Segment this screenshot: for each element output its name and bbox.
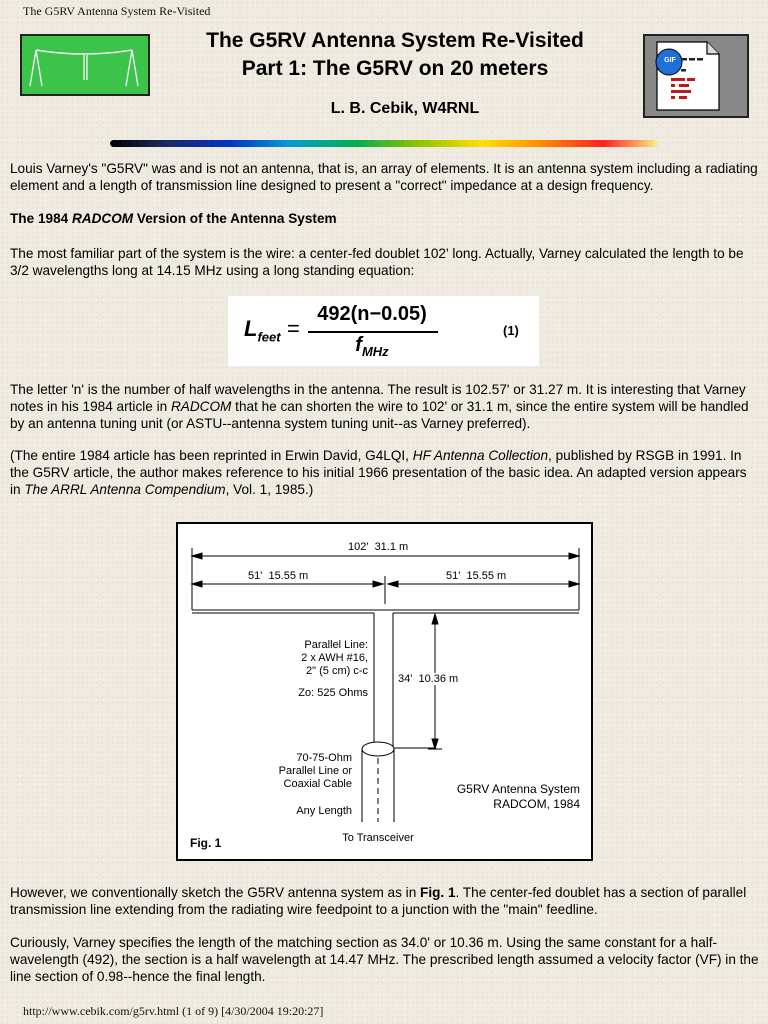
formula-lhs [244, 316, 281, 344]
label-line: Parallel Line: [304, 639, 368, 651]
label-line: G5RV Antenna System [456, 782, 580, 796]
formula-numerator: 492(n−0.05) [317, 303, 427, 325]
italic-run: RADCOM [170, 398, 232, 414]
feedline-label [238, 752, 352, 791]
fig-label: Fig. 1 [190, 836, 222, 850]
window-title: The G5RV Antenna System Re-Visited [23, 4, 211, 18]
page-title [160, 27, 630, 83]
formula-fraction-bar [308, 331, 438, 333]
however-paragraph [10, 885, 760, 919]
total-length-label: 102' 31.1 m [348, 541, 409, 553]
length-formula [228, 296, 539, 366]
document-icon-graphic [645, 36, 747, 116]
fig-reference: Fig. 1 [420, 885, 456, 900]
text-run: , published by RSGB in 1991. In the G5RV article, the author makes reference to his initial 1966 presentation of the basic idea. An adapted version appears in [10, 448, 747, 497]
text-run: . The center-fed doublet has a section of parallel transmission line extending from the radiating wire feedpoint to a junction with the "main" feedline. [10, 885, 747, 917]
rainbow-divider [110, 140, 658, 147]
author-line: L. B. Cebik, W4RNL [330, 100, 480, 117]
any-length-label: Any Length [296, 805, 352, 817]
antenna-logo-graphic [22, 36, 148, 94]
label-line: RADCOM, 1984 [493, 797, 580, 811]
text-run: The letter 'n' is the number of half wavelengths in the antenna. The result is 102.57' or 31.27 m. It is interesting that Varney notes in his 1984 article in [10, 382, 746, 414]
heading-text-end: Version of the Antenna System [133, 211, 337, 226]
arrowhead [388, 581, 398, 587]
italic-run: HF Antenna Collection [412, 448, 549, 463]
arrowhead [192, 581, 202, 587]
section-length-label: 34' 10.36 m [398, 673, 459, 685]
label-line: Parallel Line or [278, 765, 352, 777]
title-line-1: The G5RV Antenna System Re-Visited [206, 29, 584, 52]
arrowhead [373, 581, 383, 587]
text-run: that he can shorten the wire to 102' or 31.1 m, since the entire system will be handled by an antenna tuning unit (or ASTU--antenna system tuning unit--as Varney preferred). [10, 398, 749, 431]
parallel-line-label [268, 639, 368, 678]
formula-denominator-subscript: MHz [361, 344, 389, 359]
impedance-label: Zo: 525 Ohms [298, 687, 368, 699]
right-half-label: 51' 15.55 m [446, 570, 507, 582]
letter-n-paragraph [10, 382, 760, 432]
reprint-paragraph [10, 448, 760, 498]
arrowhead [569, 553, 579, 559]
label-line: 2 x AWH #16, [301, 652, 368, 664]
label-line: 70-75-Ohm [296, 752, 352, 764]
formula-lhs-letter: L [244, 316, 258, 341]
footer-url: http://www.cebik.com/g5rv.html (1 of 9) [4/30/2004 19:20:27] [23, 1004, 324, 1018]
section-heading [10, 211, 760, 228]
label-line: Coaxial Cable [283, 778, 352, 790]
arrowhead [569, 581, 579, 587]
arrowhead [192, 553, 202, 559]
formula-lhs-subscript: feet [257, 329, 281, 345]
figure-1-diagram [176, 522, 593, 861]
heading-text: The 1984 [10, 211, 72, 226]
heading-italic: RADCOM [71, 211, 134, 226]
formula-denominator [306, 334, 438, 359]
intro-paragraph: Louis Varney's "G5RV" was and is not an antenna, that is, an array of elements. It is an antenna system including a radiating element and a length of transmission line designed to present a "correct" impedance at a design frequency. [10, 161, 758, 193]
system-title-label [408, 782, 580, 812]
feedline-junction [362, 742, 394, 756]
italic-run: The ARRL Antenna Compendium [24, 481, 226, 497]
title-line-2: Part 1: The G5RV on 20 meters [241, 57, 549, 80]
left-half-label: 51' 15.55 m [248, 570, 309, 582]
formula-denominator-letter: f [355, 334, 362, 356]
to-transceiver-label: To Transceiver [342, 832, 414, 844]
label-line: 2" (5 cm) c-c [306, 665, 368, 677]
text-run: However, we conventionally sketch the G5RV antenna system as in [10, 885, 421, 900]
formula-equals: = [287, 316, 300, 341]
gif-label: GIF [664, 57, 676, 64]
arrowhead [432, 614, 438, 624]
gif-document-icon[interactable] [643, 34, 749, 118]
familiar-paragraph: The most familiar part of the system is the wire: a center-fed doublet 102' long. Actually, Varney calculated the length to be 3/2 wavelengths long at 14.15 MHz using a long standing equation: [10, 246, 744, 278]
curiously-paragraph: Curiously, Varney specifies the length of the matching section as 34.0' or 10.36 m. Using the same constant for a half-wavelength (492), the section is a half wavelength at 14.47 MHz. The prescribed length assumed a velocity factor (VF) in the line section of 0.98--hence the final length. [10, 935, 759, 984]
text-run: (The entire 1984 article has been reprinted in Erwin David, G4LQI, [10, 448, 413, 463]
text-run: , Vol. 1, 1985.) [225, 481, 314, 497]
antenna-logo [20, 34, 150, 96]
formula-number: (1) [503, 323, 519, 338]
